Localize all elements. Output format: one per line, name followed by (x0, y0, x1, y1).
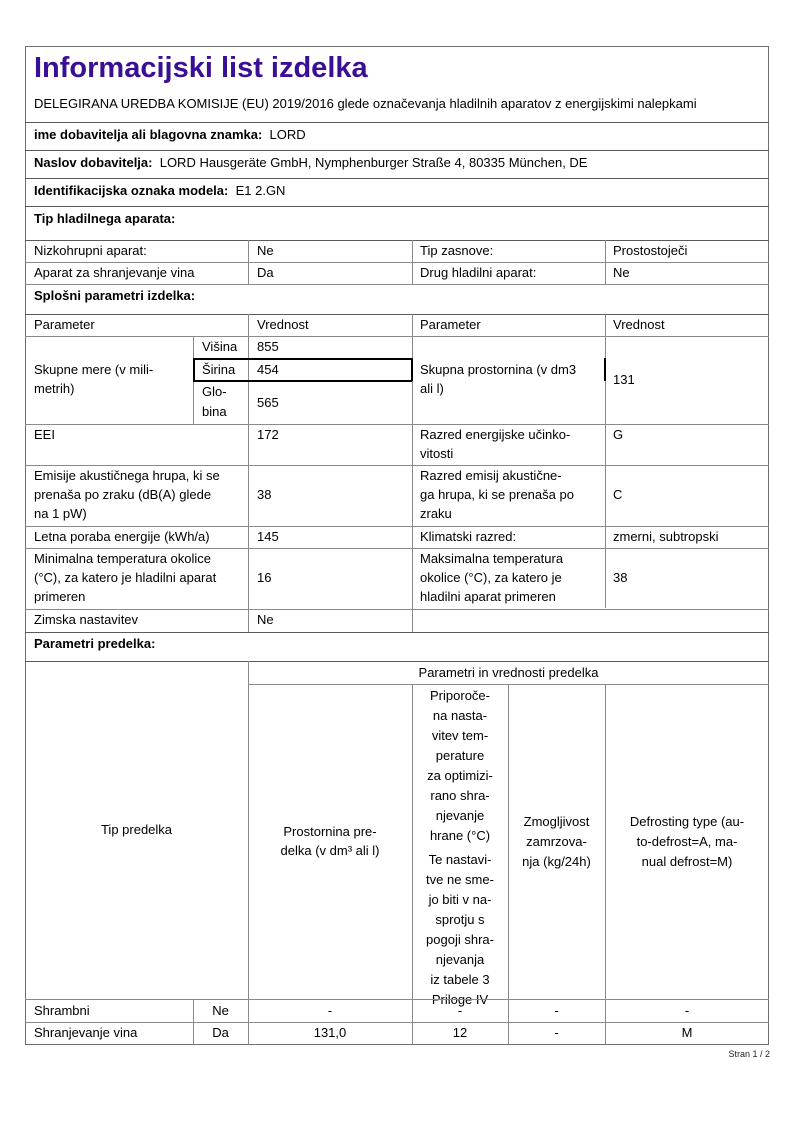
divider (25, 424, 769, 425)
design-type-value: Prostostoječi (613, 243, 688, 258)
col-divider (605, 240, 606, 284)
col-divider (248, 314, 249, 632)
temp-note-line: Te nastavi- (428, 852, 492, 867)
depth-label-1: Glo- (202, 384, 227, 399)
compartment-params-heading: Parametri predelka: (34, 636, 156, 651)
noise-label-1: Emisije akustičnega hrupa, ki se (34, 468, 220, 483)
temp-header-line: perature (435, 748, 485, 763)
winter-setting-label: Zimska nastavitev (34, 612, 139, 627)
divider (25, 206, 769, 207)
wine-storage-label: Aparat za shranjevanje vina (34, 265, 195, 280)
divider (25, 150, 769, 151)
general-params-heading: Splošni parametri izdelka: (34, 288, 196, 303)
temp-header-line: rano shra- (430, 788, 490, 803)
page-number: Stran 1 / 2 (728, 1049, 770, 1059)
compartment-defrost: M (681, 1025, 693, 1040)
height-label: Višina (202, 339, 238, 354)
compartment-temp: 12 (452, 1025, 468, 1040)
min-temp-label-1: Minimalna temperatura okolice (34, 551, 212, 566)
supplier-name-label: ime dobavitelja ali blagovna znamka: (34, 127, 263, 142)
eei-value: 172 (257, 427, 279, 442)
compartment-temp: - (457, 1003, 463, 1018)
col-header-defrosting-type (605, 812, 769, 872)
col-divider (604, 358, 606, 381)
compartment-type: Shrambni (34, 1003, 90, 1018)
temp-note-line: sprotju s (435, 912, 485, 927)
supplier-name-value: LORD (269, 127, 306, 142)
model-id-value: E1 2.GN (235, 183, 286, 198)
temp-header-line: hrane (°C) (429, 828, 491, 843)
col-header-value-2: Vrednost (613, 317, 665, 332)
freeze-header-line: zamrzova- (526, 834, 587, 849)
height-value: 855 (257, 339, 279, 354)
compartment-present: Da (212, 1025, 229, 1040)
noise-label-3: na 1 pW) (34, 506, 87, 521)
divider (25, 178, 769, 179)
depth-value: 565 (257, 395, 279, 410)
supplier-address-label: Naslov dobavitelja: (34, 155, 153, 170)
min-temp-label-2: (°C), za katero je hladilni aparat (34, 570, 217, 585)
defrost-header-line: nual defrost=M) (641, 854, 733, 869)
divider (25, 122, 769, 123)
winter-setting-value: Ne (257, 612, 274, 627)
temp-note-line: Priloge IV (431, 992, 489, 1007)
divider (25, 999, 769, 1000)
appliance-type-heading: Tip hladilnega aparata: (34, 211, 176, 226)
temp-header-line: za optimizi- (427, 768, 493, 783)
energy-class-label-2: vitosti (420, 446, 454, 461)
compartment-defrost: - (684, 1003, 690, 1018)
annual-energy-label: Letna poraba energije (kWh/a) (34, 529, 210, 544)
width-value: 454 (257, 362, 279, 377)
other-appliance-value: Ne (613, 265, 630, 280)
compartment-freeze: - (554, 1003, 559, 1018)
min-temp-label-3: primeren (34, 589, 86, 604)
noise-label-2: prenaša po zraku (dB(A) glede (34, 487, 212, 502)
compartment-type: Shranjevanje vina (34, 1025, 138, 1040)
regulation-text: DELEGIRANA UREDBA KOMISIJE (EU) 2019/2016 glede označevanja hladilnih aparatov z energijskimi nalepkami (34, 96, 697, 111)
climate-class-label: Klimatski razred: (420, 529, 517, 544)
compartment-group-header: Parametri in vrednosti predelka (418, 665, 599, 680)
max-temp-label-2: okolice (°C), za katero je (420, 570, 562, 585)
total-volume-label-2: ali l) (420, 381, 444, 396)
max-temp-label-3: hladilni aparat primeren (420, 589, 556, 604)
max-temp-label-1: Maksimalna temperatura (420, 551, 564, 566)
low-noise-label: Nizkohrupni aparat: (34, 243, 147, 258)
model-id-row (34, 181, 285, 201)
width-label: Širina (202, 362, 236, 377)
design-type-label: Tip zasnove: (420, 243, 494, 258)
compartment-freeze: - (554, 1025, 559, 1040)
col-header-parameter: Parameter (34, 317, 95, 332)
supplier-address-row (34, 153, 587, 173)
compartment-present: Ne (212, 1003, 229, 1018)
noise-class-label-1: Razred emisij akustične- (420, 468, 562, 483)
divider (25, 661, 769, 662)
col-divider (193, 358, 195, 381)
climate-class-value: zmerni, subtropski (613, 529, 719, 544)
supplier-name-row (34, 125, 306, 145)
temp-note-line: iz tabele 3 (430, 972, 490, 987)
energy-class-label-1: Razred energijske učinko- (420, 427, 571, 442)
annual-energy-value: 145 (257, 529, 279, 544)
energy-class-value: G (613, 427, 624, 442)
freeze-header-line: Zmogljivost (523, 814, 590, 829)
low-noise-value: Ne (257, 243, 274, 258)
model-id-label: Identifikacijska oznaka modela: (34, 183, 229, 198)
eei-label: EEI (34, 427, 55, 442)
col-header-compartment-type: Tip predelka (100, 822, 173, 837)
total-volume-label-1: Skupna prostornina (v dm3 (420, 362, 577, 377)
col-header-recommended-temp (412, 686, 508, 1010)
temp-header-line: njevanje (435, 808, 485, 823)
col-header-volume-2: delka (v dm³ ali l) (280, 843, 380, 858)
total-volume-value: 131 (613, 372, 635, 387)
compartment-volume: - (327, 1003, 333, 1018)
col-header-volume-1: Prostornina pre- (283, 824, 377, 839)
col-divider (411, 358, 413, 381)
dimensions-label-2: metrih) (34, 381, 75, 396)
temp-header-line: Priporoče- (430, 688, 490, 703)
noise-value: 38 (257, 487, 272, 502)
other-appliance-label: Drug hladilni aparat: (420, 265, 537, 280)
min-temp-value: 16 (257, 570, 272, 585)
dimensions-label-1: Skupne mere (v mili- (34, 362, 154, 377)
noise-class-label-3: zraku (420, 506, 452, 521)
page-title: Informacijski list izdelka (34, 52, 368, 84)
defrost-header-line: to-defrost=A, ma- (636, 834, 738, 849)
noise-class-label-2: ga hrupa, ki se prenaša po (420, 487, 574, 502)
col-divider (412, 240, 413, 284)
temp-note-line: pogoji shra- (426, 932, 494, 947)
freeze-header-line: nja (kg/24h) (522, 854, 591, 869)
noise-class-value: C (613, 487, 623, 502)
divider (25, 632, 769, 633)
temp-note-line: tve ne sme- (426, 872, 494, 887)
temp-header-line: na nasta- (432, 708, 488, 723)
col-divider (248, 240, 249, 284)
max-temp-value: 38 (613, 570, 628, 585)
temp-note-line: njevanja (435, 952, 485, 967)
supplier-address-value: LORD Hausgeräte GmbH, Nymphenburger Straße 4, 80335 München, DE (159, 155, 588, 170)
divider (25, 336, 769, 337)
temp-note-line: jo biti v na- (428, 892, 492, 907)
temp-header-line: vitev tem- (431, 728, 489, 743)
col-header-freezing-capacity (508, 812, 605, 872)
defrost-header-line: Defrosting type (au- (629, 814, 745, 829)
divider (25, 284, 769, 285)
depth-label-2: bina (202, 404, 227, 419)
wine-storage-value: Da (257, 265, 274, 280)
compartment-volume: 131,0 (313, 1025, 347, 1040)
col-header-parameter-2: Parameter (420, 317, 481, 332)
col-header-value: Vrednost (257, 317, 309, 332)
